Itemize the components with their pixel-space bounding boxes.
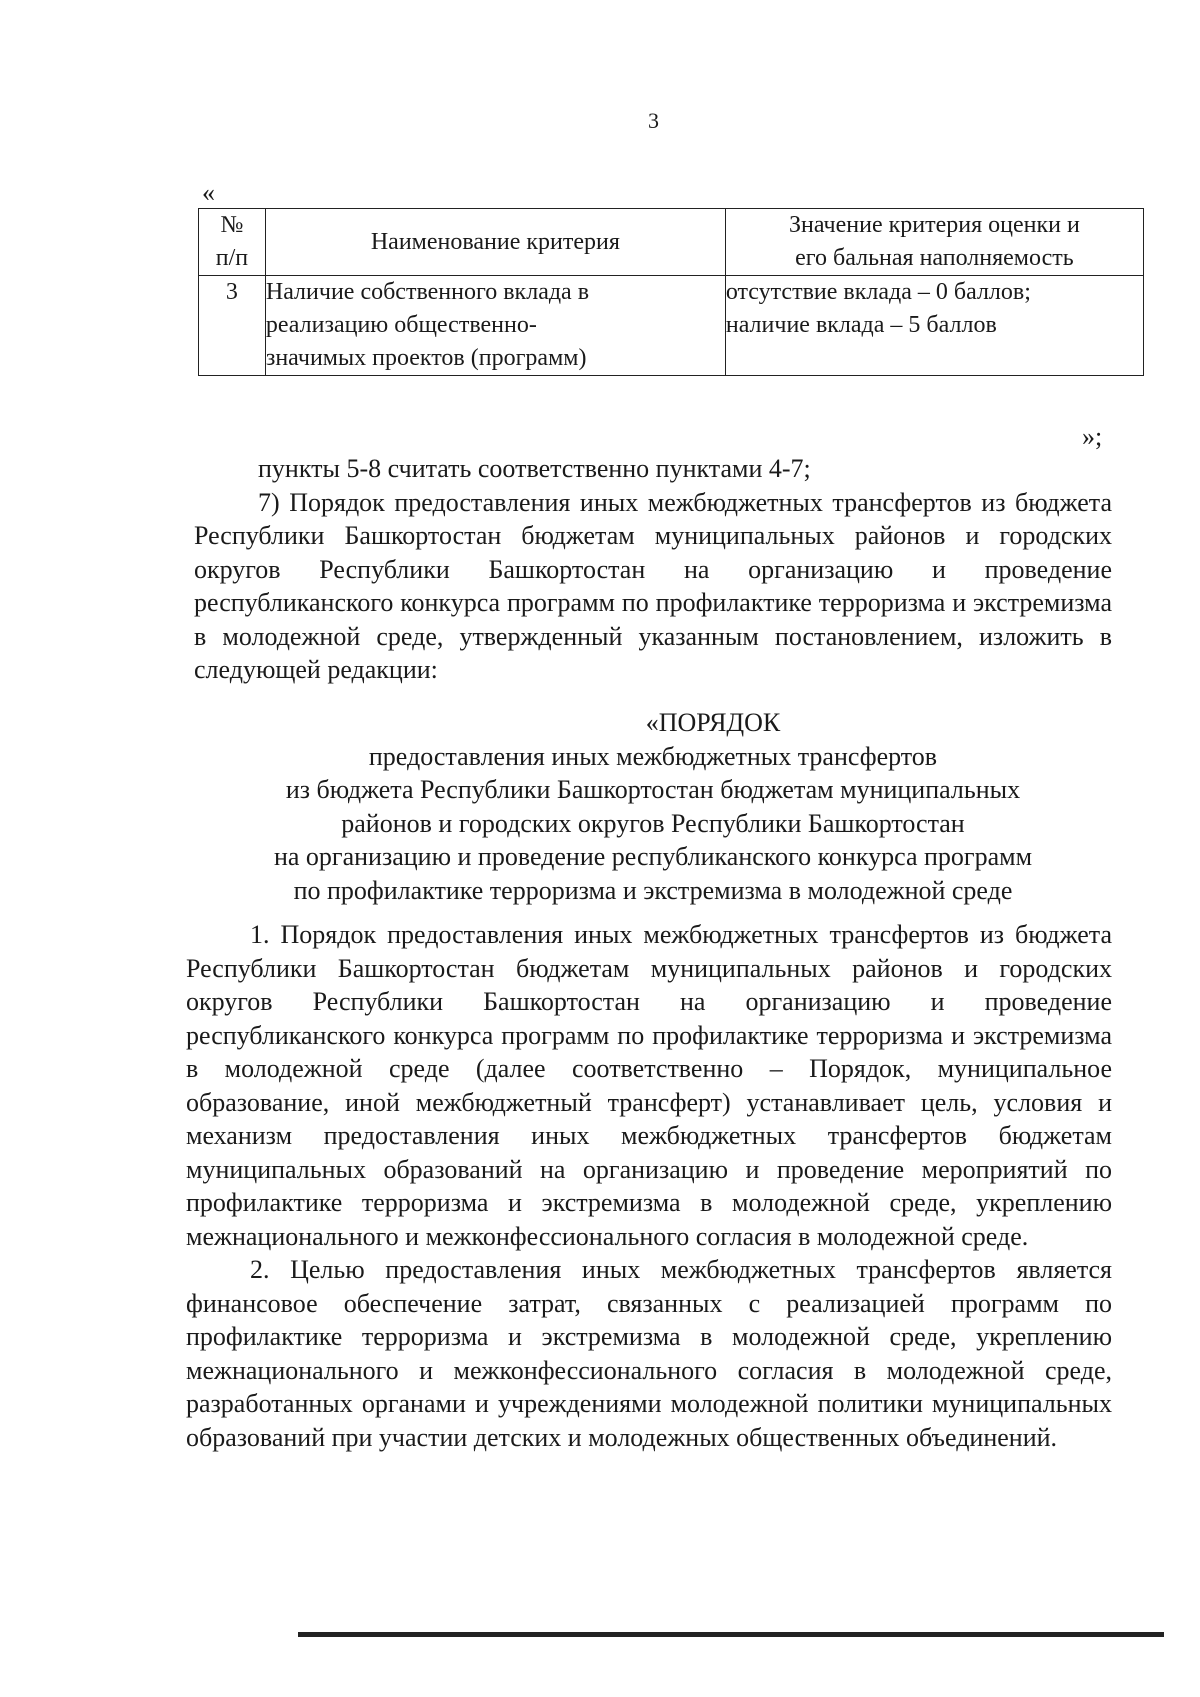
order-heading-line-5: по профилактике терроризма и экстремизма в молодежной среде [293, 875, 1013, 905]
header-number [199, 209, 266, 276]
item-7-paragraph: 7) Порядок предоставления иных межбюджетных трансфертов из бюджета Республики Башкортостан бюджетам муниципальных районов и городских округов Республики Башкортостан на организацию и проведение республиканского конкурса программ по профилактике терроризма и экстремизма в молодежной среде, утвержденный указанным постановлением, изложить в следующей редакции: [194, 487, 1112, 684]
row-value-line-2: наличие вклада – 5 баллов [725, 312, 997, 338]
row-criterion-value [725, 276, 1143, 376]
order-heading-line-3: районов и городских округов Республики Башкортостан [341, 808, 965, 838]
row-value-line-1: отсутствие вклада – 0 баллов; [725, 279, 1031, 305]
row-name-line-3: значимых проектов (программ) [265, 345, 587, 371]
header-number-line-2: п/п [215, 245, 249, 271]
order-heading-line-4: на организацию и проведение республиканского конкурса программ [273, 842, 1033, 871]
criteria-table [198, 208, 1144, 376]
row-name-line-2: реализацию общественно- [265, 312, 537, 338]
row-criterion-name [265, 276, 725, 376]
header-criterion-value [725, 209, 1143, 276]
order-body [186, 918, 1112, 1454]
order-heading-line-1: предоставления иных межбюджетных трансфертов [368, 741, 938, 771]
order-heading-line-2: из бюджета Республики Башкортостан бюджетам муниципальных [285, 775, 1021, 804]
order-heading-title: «ПОРЯДОК [645, 708, 781, 737]
header-criterion-name-text: Наименование критерия [370, 228, 620, 255]
header-value-line-1: Значение критерия оценки и [789, 212, 1080, 238]
order-heading [194, 706, 1112, 907]
points-renumber-paragraph: пункты 5-8 считать соответственно пунктами 4-7; [258, 454, 811, 483]
order-paragraph-1: 1. Порядок предоставления иных межбюджетных трансфертов из бюджета Республики Башкортостан бюджетам муниципальных районов и городских округов Республики Башкортостан на организацию и проведение республиканского конкурса программ по профилактике терроризма и экстремизма в молодежной среде (далее соответственно – Порядок, муниципальное образование, иной межбюджетный трансферт) устанавливает цель, условия и механизм предоставления иных межбюджетных трансфертов бюджетам муниципальных образований на организацию и проведение мероприятий по профилактике терроризма и экстремизма в молодежной среде, укреплению межнационального и межконфессионального согласия в молодежной среде. [186, 920, 1112, 1251]
close-quote: »; [1082, 422, 1103, 451]
open-quote: « [202, 178, 215, 207]
table-row [199, 276, 1144, 376]
page-number: 3 [648, 108, 659, 133]
order-paragraph-2: 2. Целью предоставления иных межбюджетных трансфертов является финансовое обеспечение затрат, связанных с реализацией программ по профилактике терроризма и экстремизма в молодежной среде, укреплению межнационального и межконфессионального согласия в молодежной среде, разработанных органами и учреждениями молодежной политики муниципальных образований при участии детских и молодежных общественных объединений. [186, 1255, 1112, 1452]
header-number-line-1: № [220, 212, 244, 238]
row-number: 3 [199, 276, 266, 376]
header-value-line-2: его бальная наполняемость [795, 245, 1074, 271]
amendment-text [194, 452, 1112, 687]
bottom-divider [298, 1632, 1164, 1637]
table-header-row [199, 209, 1144, 276]
row-name-line-1: Наличие собственного вклада в [265, 279, 590, 305]
header-criterion-name [265, 209, 725, 276]
